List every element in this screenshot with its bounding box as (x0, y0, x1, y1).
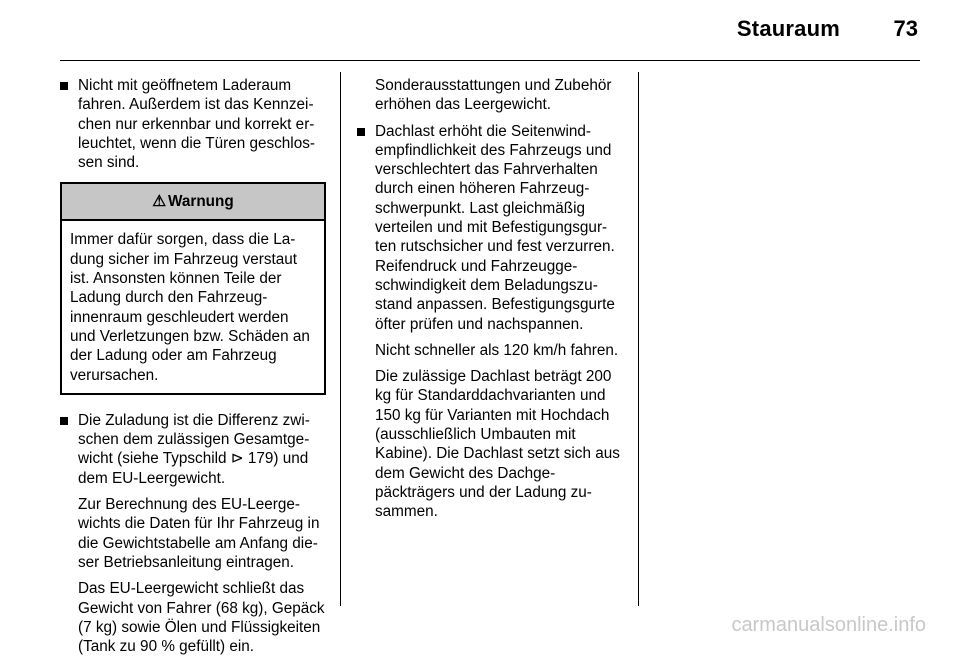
section-title: Stauraum (736, 16, 840, 41)
bullet-square-icon (60, 417, 68, 425)
paragraph: Das EU-Leergewicht schließt das Gewicht von Fahrer (68 kg), Gepäck (7 kg) sowie Ölen und Flüssigkeiten (Tank zu 90 % gefüllt) ein. (78, 580, 325, 656)
page-reference: 179 (247, 450, 274, 468)
paragraph: Die zulässige Dachlast beträgt 200 kg für Standarddachvarianten und 150 kg für Varianten mit Hochdach (ausschließlich Umbauten mit Kabine). Die Dachlast setzt sich aus dem Gewicht des Dachgepäckträgers und der Ladung zusammen. (375, 368, 620, 521)
bullet-item (60, 411, 326, 657)
bullet-item (60, 76, 326, 172)
warning-triangle-icon: ⚠ (152, 193, 166, 211)
bullet-square-icon (357, 128, 365, 136)
warning-title: Warnung (168, 193, 234, 211)
column-divider-right (638, 72, 639, 606)
middle-column (357, 76, 623, 529)
header-divider (60, 60, 920, 61)
left-column (60, 76, 326, 663)
paragraph: Zur Berechnung des EU-Leergewichts die Daten für Ihr Fahrzeug in die Gewichtstabelle am Anfang dieser Betriebsanleitung eintragen. (78, 496, 320, 571)
paragraph: Sonderausstattungen und Zubehör erhöhen das Leergewicht. (375, 77, 612, 114)
paragraph: Nicht schneller als 120 km/h fahren. (375, 341, 619, 359)
bullet-square-icon (60, 82, 68, 90)
warning-text: Immer dafür sorgen, dass die Ladung sicher im Fahrzeug verstaut ist. Ansonsten können Teile der Ladung durch den Fahrzeuginnenraum geschleudert werden und Verletzungen bzw. Schäden an der Ladung oder am Fahrzeug verursachen. (70, 231, 310, 384)
bullet-text: Nicht mit geöffnetem Laderaum fahren. Außerdem ist das Kennzeichen nur erkennbar und korrekt erleuchtet, wenn die Türen geschlossen sind. (78, 77, 315, 172)
watermark: carmanualsonline.info (731, 614, 926, 636)
warning-box (60, 182, 326, 394)
bullet-text: Dachlast erhöht die Seitenwindempfindlichkeit des Fahrzeugs und verschlechtert das Fahrverhalten durch einen höheren Fahrzeugschwerpunkt. Last gleichmäßig verteilen und mit Befestigungsgurten rutschsicher und fest verzurren. Reifendruck und Fahrzeuggeschwindigkeit dem Beladungszustand anpassen. Befestigungsgurte öfter prüfen und nachspannen. (375, 122, 615, 333)
bullet-item (357, 122, 623, 522)
column-divider-left (340, 72, 341, 606)
bullet-text: Die Zuladung ist die Differenz zwischen dem zulässigen Gesamtgewicht (siehe Typschild ⊳ 179) und dem EU-Leergewicht. (78, 411, 310, 487)
warning-header (62, 184, 324, 221)
page-number: 73 (893, 16, 918, 41)
page-reference-arrow-icon: ⊳ (230, 450, 244, 468)
